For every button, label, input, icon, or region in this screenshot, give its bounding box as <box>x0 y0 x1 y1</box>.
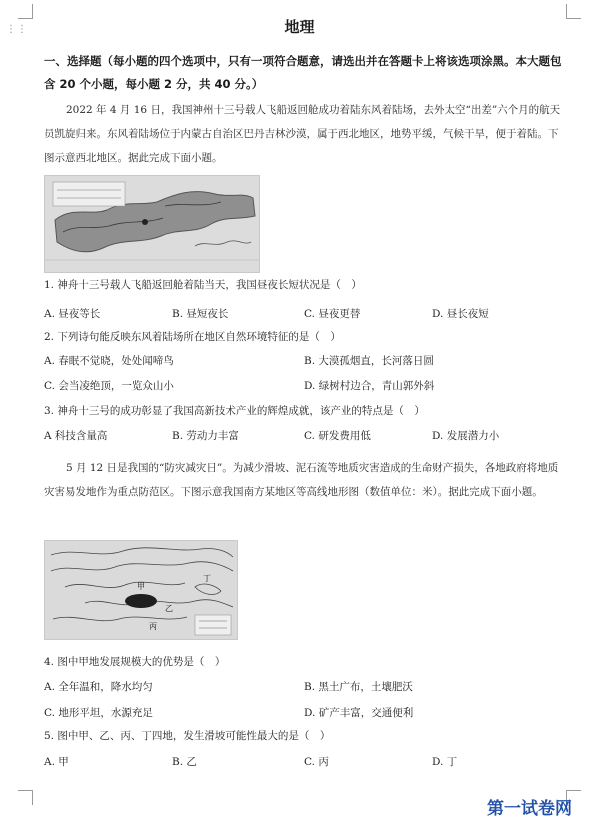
map-label-jia: 甲 <box>137 582 145 591</box>
option-5a[interactable]: A. 甲 <box>44 756 69 768</box>
page-title: 地理 <box>284 18 315 36</box>
option-3c[interactable]: C. 研发费用低 <box>304 430 371 442</box>
question-1-options <box>44 306 564 322</box>
watermark-logo: 第一试卷网 <box>487 799 572 819</box>
option-1d[interactable]: D. 昼长夜短 <box>432 308 489 320</box>
option-3a[interactable]: A 科技含量高 <box>44 430 108 442</box>
map-label-yi: 乙 <box>165 604 173 613</box>
option-4d[interactable]: D. 矿产丰富，交通便利 <box>304 707 414 719</box>
contour-graphic <box>45 541 237 639</box>
option-2b[interactable]: B. 大漠孤烟直，长河落日圆 <box>304 355 434 367</box>
northwest-region-map <box>44 175 260 273</box>
question-2-options-row1 <box>44 353 564 369</box>
option-4c[interactable]: C. 地形平坦，水源充足 <box>44 707 153 719</box>
passage-1: 2022 年 4 月 16 日，我国神州十三号载人飞船返回舱成功着陆东风着陆场，去外太空“出差”六个月的航天员凯旋归来。东风着陆场位于内蒙古自治区巴丹吉林沙漠，属于西北地区，地势平缓，气候干旱，便于着陆。下图示意西北地区。据此完成下面小题。 <box>44 104 561 164</box>
question-4-options-row1 <box>44 679 564 695</box>
option-2d[interactable]: D. 绿树村边合，青山郭外斜 <box>304 380 435 392</box>
map-graphic <box>45 176 259 272</box>
option-3b[interactable]: B. 劳动力丰富 <box>172 430 239 442</box>
passage-2: 5 月 12 日是我国的“防灾减灾日”。为减少滑坡、泥石流等地质灾害造成的生命财产损失，各地政府将地质灾害易发地作为重点防范区。下图示意我国南方某地区等高线地形图（数值单位：米）。据此完成下面小题。 <box>44 462 559 498</box>
question-1-stem: 1. 神舟十三号载人飞船返回舱着陆当天，我国昼夜长短状况是（ ） <box>44 279 362 291</box>
map-label-ding: 丁 <box>203 574 211 583</box>
option-5c[interactable]: C. 丙 <box>304 756 329 768</box>
option-1a[interactable]: A. 昼夜等长 <box>44 308 101 320</box>
question-4-options-row2 <box>44 705 564 721</box>
section-heading: 一、选择题（每小题的四个选项中，只有一项符合题意，请选出并在答题卡上将该选项涂黑。本大题包含 20 个小题，每小题 2 分，共 40 分。） <box>44 54 562 91</box>
option-4a[interactable]: A. 全年温和，降水均匀 <box>44 681 153 693</box>
question-3-stem: 3. 神舟十三号的成功彰显了我国高新技术产业的辉煌成就，该产业的特点是（ ） <box>44 405 425 417</box>
question-5-options <box>44 754 564 770</box>
option-1c[interactable]: C. 昼夜更替 <box>304 308 361 320</box>
crop-mark-bottom-left <box>18 790 33 805</box>
option-4b[interactable]: B. 黑土广布，土壤肥沃 <box>304 681 413 693</box>
question-2-options-row2 <box>44 378 564 394</box>
drag-handle-icon[interactable]: ⋮⋮ <box>6 24 28 35</box>
contour-map <box>44 540 238 640</box>
option-5b[interactable]: B. 乙 <box>172 756 197 768</box>
option-2c[interactable]: C. 会当凌绝顶，一览众山小 <box>44 380 174 392</box>
option-5d[interactable]: D. 丁 <box>432 756 458 768</box>
option-3d[interactable]: D. 发展潜力小 <box>432 430 500 442</box>
question-5-stem: 5. 图中甲、乙、丙、丁四地，发生滑坡可能性最大的是（ ） <box>44 730 331 742</box>
map-label-bing: 丙 <box>149 622 157 631</box>
question-3-options <box>44 428 564 444</box>
option-1b[interactable]: B. 昼短夜长 <box>172 308 229 320</box>
option-2a[interactable]: A. 春眠不觉晓，处处闻啼鸟 <box>44 355 174 367</box>
question-2-stem: 2. 下列诗句能反映东风着陆场所在地区自然环境特征的是（ ） <box>44 331 341 343</box>
question-4-stem: 4. 图中甲地发展规模大的优势是（ ） <box>44 656 226 668</box>
